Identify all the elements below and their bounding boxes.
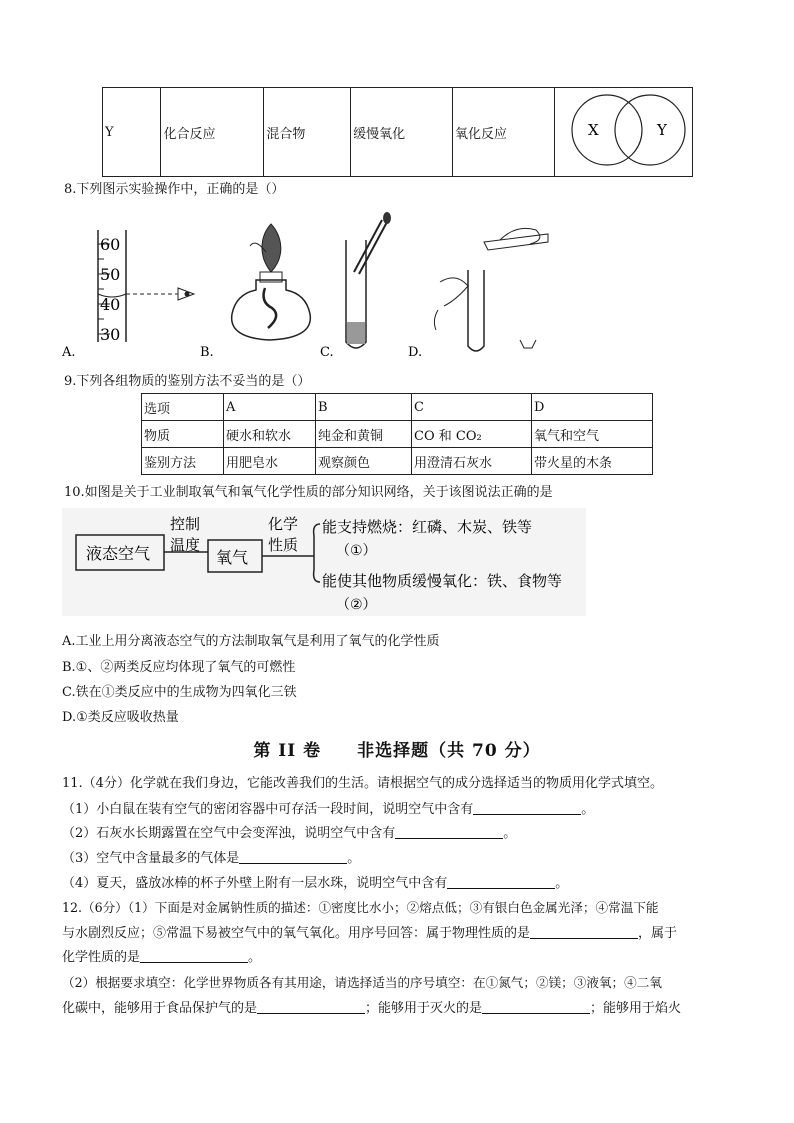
- question-12-line-1: 12.（6分）（1）下面是对金属钠性质的描述：①密度比水小；②熔点低；③有银白色金属光泽；④常温下能: [62, 900, 659, 915]
- answer-blank[interactable]: [257, 1000, 365, 1014]
- q12-text: ；能够用于灭火的是: [365, 1001, 483, 1016]
- answer-blank[interactable]: [482, 1000, 590, 1014]
- table-cell: 纯金和黄铜: [316, 421, 412, 448]
- q11-item-text: （3）空气中含量最多的气体是: [62, 851, 240, 866]
- question-11-stem: 11.（4分）化学就在我们身边，它能改善我们的生活。请根据空气的成分选择适当的物质用化学式填空。: [62, 776, 663, 791]
- table-cell: 硬水和软水: [224, 421, 316, 448]
- tick-label: 40: [100, 295, 121, 314]
- q12-text: 。: [248, 950, 262, 965]
- diagram-label: 性质: [268, 536, 299, 554]
- table-row: [103, 88, 693, 177]
- q12-text: 与水剧烈反应；⑤常温下易被空气中的氧气氧化。用序号回答：属于物理性质的是: [62, 926, 531, 941]
- table-cell: 用澄清石灰水: [412, 448, 532, 475]
- punctuation: 。: [347, 851, 361, 866]
- diagram-label: 温度: [170, 536, 201, 554]
- question-8-stem: 8.下列图示实验操作中，正确的是（）: [64, 182, 285, 197]
- table-cell: 观察颜色: [316, 448, 412, 475]
- pouring-figure: [434, 228, 548, 351]
- eye-icon: [185, 292, 190, 297]
- punctuation: 。: [555, 876, 569, 891]
- q12-text: 化碳中，能够用于食品保护气的是: [62, 1001, 258, 1016]
- diagram-branch-combustion: 能支持燃烧：红磷、木炭、铁等: [322, 518, 533, 536]
- option-label: D.: [408, 345, 423, 360]
- table-cell: Y: [103, 88, 161, 177]
- answer-blank[interactable]: [530, 925, 638, 939]
- graduated-cylinder-figure: [98, 230, 194, 344]
- q12-text: ；能够用于焰火: [590, 1001, 682, 1016]
- diagram-box-oxygen: 氧气: [216, 548, 249, 567]
- table-row: [142, 394, 653, 421]
- table-row: [142, 421, 653, 448]
- diagram-label: 化学: [268, 515, 299, 533]
- q12-text: ，属于: [638, 926, 678, 941]
- diagram-branch-number: （②）: [336, 597, 377, 613]
- option-b: B.①、②两类反应均体现了氧气的可燃性: [62, 660, 296, 675]
- question-12-line-5: [62, 997, 681, 1016]
- table-cell: CO 和 CO₂: [412, 421, 532, 448]
- punctuation: 。: [503, 826, 517, 841]
- tick-label: 50: [100, 265, 121, 284]
- table-cell: 氧化反应: [452, 88, 554, 177]
- q11-item-text: （1）小白鼠在装有空气的密闭容器中可存活一段时间，说明空气中含有: [62, 802, 474, 817]
- option-label: C.: [320, 345, 334, 360]
- table-cell: 带火星的木条: [532, 448, 653, 475]
- table-cell: 物质: [142, 421, 224, 448]
- table-cell: 混合物: [264, 88, 351, 177]
- option-c: C.铁在①类反应中的生成物为四氧化三铁: [62, 685, 297, 700]
- answer-blank[interactable]: [239, 850, 347, 864]
- alcohol-lamp-figure: [232, 224, 311, 340]
- tick-label: 60: [100, 235, 121, 254]
- table-cell: 氧气和空气: [532, 421, 653, 448]
- diagram-label: 控制: [170, 515, 201, 533]
- table-cell: 化合反应: [161, 88, 264, 177]
- venn-diagram: [555, 88, 691, 172]
- q11-item-2: [62, 822, 516, 841]
- answer-blank[interactable]: [473, 801, 581, 815]
- table-cell: 选项: [142, 394, 224, 421]
- option-d: D.①类反应吸收热量: [62, 710, 179, 725]
- table-row: [142, 448, 653, 475]
- answer-blank[interactable]: [140, 949, 248, 963]
- diagram-branch-slow-oxidation: 能使其他物质缓慢氧化：铁、食物等: [322, 572, 563, 590]
- option-a: A.工业上用分离液态空气的方法制取氧气是利用了氧气的化学性质: [62, 634, 440, 649]
- table-cell: A: [224, 394, 316, 421]
- answer-blank[interactable]: [447, 875, 555, 889]
- q11-item-text: （2）石灰水长期露置在空气中会变浑浊，说明空气中含有: [62, 826, 396, 841]
- answer-blank[interactable]: [395, 825, 503, 839]
- q11-item-4: [62, 872, 568, 891]
- q11-item-3: [62, 847, 360, 866]
- diagram-branch-number: （①）: [336, 543, 377, 559]
- table-cell: 缓慢氧化: [351, 88, 453, 177]
- table-cell: D: [532, 394, 653, 421]
- venn-cell: [554, 88, 692, 177]
- question-12-line-2: [62, 922, 677, 941]
- table-cell: C: [412, 394, 532, 421]
- table-cell: B: [316, 394, 412, 421]
- identification-table: [141, 393, 653, 475]
- test-tube-dropper-figure: [346, 212, 391, 348]
- knowledge-network-diagram: [62, 508, 586, 616]
- punctuation: 。: [581, 802, 595, 817]
- question-10-stem: 10.如图是关于工业制取氧气和氧气化学性质的部分知识网络，关于该图说法正确的是: [64, 485, 553, 500]
- definition-table: [102, 87, 693, 177]
- venn-label-right: Y: [656, 121, 667, 139]
- table-cell: 用肥皂水: [224, 448, 316, 475]
- question-12-line-3: [62, 946, 261, 965]
- option-label: B.: [200, 345, 214, 360]
- diagram-box-liquid-air: 液态空气: [86, 544, 151, 563]
- option-label: A.: [62, 345, 76, 360]
- q8-figures: [60, 210, 680, 360]
- section-title: 第 II 卷 非选择题（共 70 分）: [253, 741, 541, 761]
- q11-item-1: [62, 798, 594, 817]
- q11-item-text: （4）夏天，盛放冰棒的杯子外壁上附有一层水珠，说明空气中含有: [62, 876, 448, 891]
- tick-label: 30: [100, 325, 121, 344]
- venn-label-left: X: [587, 121, 599, 139]
- q12-text: 化学性质的是: [62, 950, 141, 965]
- question-9-stem: 9.下列各组物质的鉴别方法不妥当的是（）: [64, 374, 311, 389]
- question-12-line-4: （2）根据要求填空：化学世界物质各有其用途，请选择适当的序号填空：在①氮气；②镁；③液氧；④二氧: [62, 975, 662, 990]
- table-cell: 鉴别方法: [142, 448, 224, 475]
